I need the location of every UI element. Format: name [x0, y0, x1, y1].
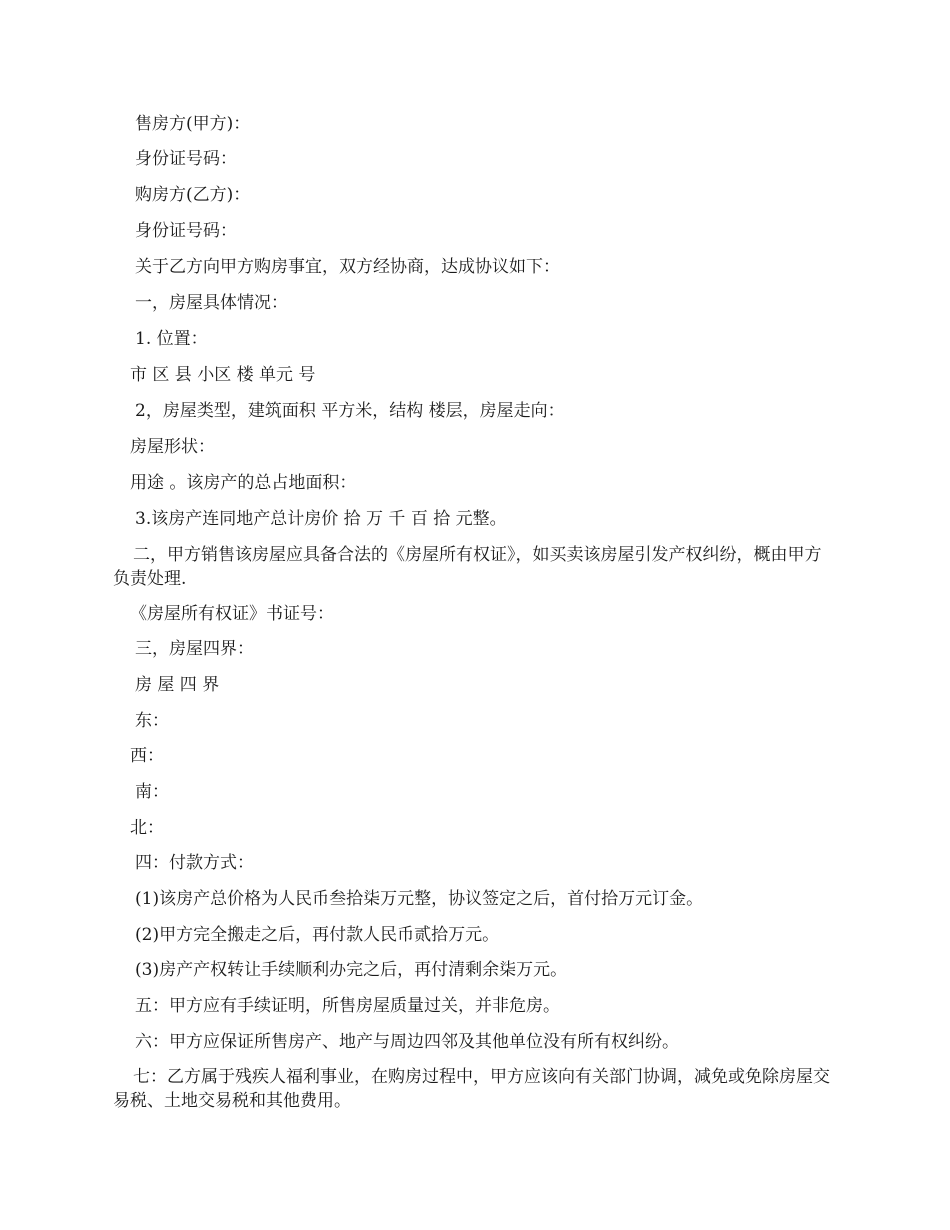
section-4-heading: 四：付款方式：	[135, 853, 254, 873]
price-line: 3.该房产连同地产总计房价 拾 万 千 百 拾 元整。	[135, 509, 507, 529]
agreement-intro: 关于乙方向甲方购房事宜，双方经协商，达成协议如下：	[135, 257, 560, 277]
boundary-east: 东：	[135, 711, 169, 731]
section-1-heading: 一，房屋具体情况：	[135, 293, 288, 313]
seller-line: 售房方(甲方)：	[135, 114, 251, 134]
boundary-south: 南：	[135, 782, 169, 802]
usage-area-line: 用途 。该房产的总占地面积：	[130, 473, 357, 493]
house-shape-line: 房屋形状：	[130, 437, 215, 457]
section-2-paragraph: 二，甲方销售该房屋应具备合法的《房屋所有权证》，如买卖该房屋引发产权纠纷，概由甲方负责处理.	[113, 545, 822, 589]
seller-id-line: 身份证号码：	[135, 149, 237, 169]
boundaries-title: 房 屋 四 界	[135, 675, 220, 695]
certificate-number-line: 《房屋所有权证》书证号：	[130, 604, 334, 624]
section-6-line: 六：甲方应保证所售房产、地产与周边四邻及其他单位没有所有权纠纷。	[135, 1032, 679, 1052]
section-5-line: 五：甲方应有手续证明，所售房屋质量过关，并非危房。	[135, 996, 560, 1016]
house-type-line: 2，房屋类型，建筑面积 平方米，结构 楼层，房屋走向：	[135, 401, 565, 421]
payment-item-1: (1)该房产总价格为人民币叁拾柒万元整，协议签定之后，首付拾万元订金。	[135, 889, 704, 909]
payment-item-3: (3)房产产权转让手续顺利办完之后，再付清剩余柒万元。	[135, 960, 568, 980]
location-label: 1. 位置：	[135, 329, 208, 349]
section-7-paragraph: 七：乙方属于残疾人福利事业，在购房过程中，甲方应该向有关部门协调，减免或免除房屋交易税、土地交易税和其他费用。	[113, 1067, 830, 1111]
section-3-heading: 三，房屋四界：	[135, 639, 254, 659]
boundary-west: 西：	[130, 746, 164, 766]
buyer-line: 购房方(乙方)：	[135, 185, 251, 205]
payment-item-2: (2)甲方完全搬走之后，再付款人民币贰拾万元。	[135, 925, 500, 945]
address-line: 市 区 县 小区 楼 单元 号	[130, 365, 316, 385]
buyer-id-line: 身份证号码：	[135, 221, 237, 241]
boundary-north: 北：	[130, 818, 164, 838]
